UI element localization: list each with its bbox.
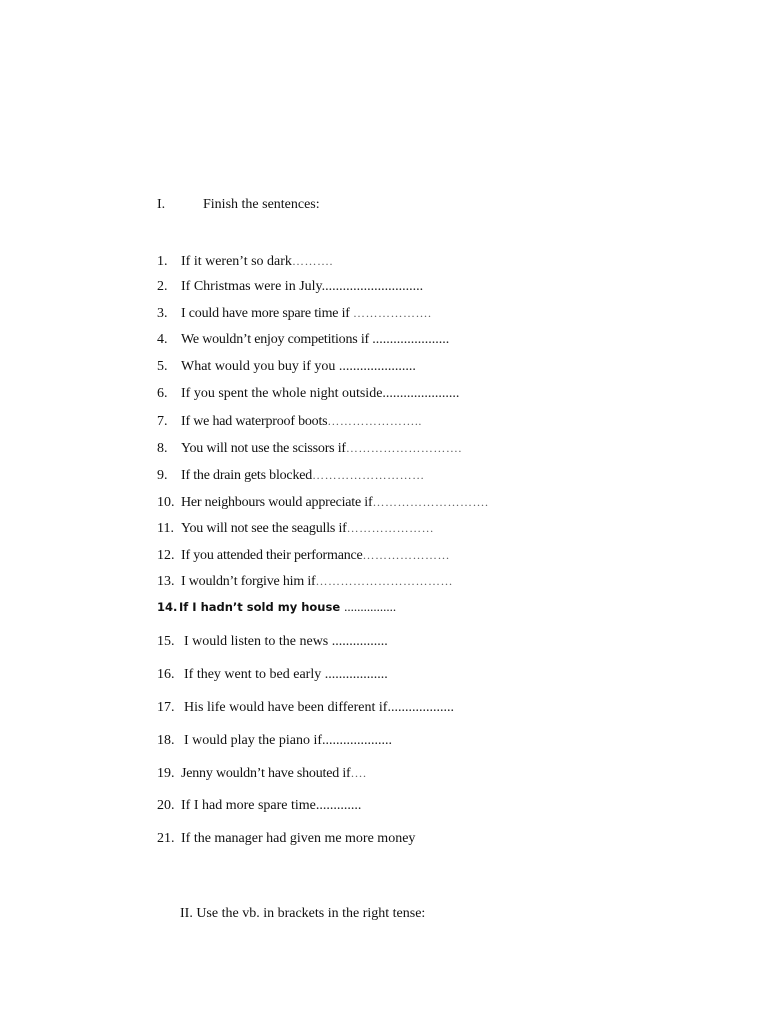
item-text: His life would have been different if <box>184 700 388 715</box>
list-item <box>157 385 459 403</box>
item-blank: ............................. <box>321 279 424 294</box>
item-blank: ...................... <box>338 359 416 374</box>
item-number: 17. <box>157 700 175 715</box>
item-number: 15. <box>157 634 175 649</box>
item-text: If we had waterproof boots <box>181 414 328 429</box>
list-item <box>157 519 434 538</box>
item-number: 12. <box>157 548 175 563</box>
list-item <box>157 732 392 750</box>
list-item <box>157 797 361 815</box>
item-number: 14. <box>157 600 178 614</box>
item-number: 7. <box>157 414 168 429</box>
item-blank: …………………………… <box>315 574 453 588</box>
item-number: 10. <box>157 495 175 510</box>
item-blank: …. <box>350 766 367 780</box>
item-blank: ………………… <box>362 548 451 562</box>
item-blank: ................ <box>331 634 388 649</box>
section-1-heading <box>157 197 320 213</box>
item-blank: ………………. <box>353 306 432 320</box>
item-blank: ...................... <box>372 332 450 347</box>
item-number: 21. <box>157 831 175 846</box>
list-item <box>157 546 450 565</box>
list-item <box>157 331 449 349</box>
item-number: 1. <box>157 254 168 269</box>
item-number: 20. <box>157 798 175 813</box>
item-number: 2. <box>157 279 168 294</box>
item-blank: ................ <box>344 599 397 614</box>
list-item <box>157 412 422 431</box>
item-text: We wouldn’t enjoy competitions if <box>181 332 373 347</box>
item-blank: ...................... <box>382 386 460 401</box>
item-number: 11. <box>157 521 174 536</box>
section-1-title: Finish the sentences: <box>203 197 320 212</box>
item-text: You will not see the seagulls if <box>181 521 347 536</box>
list-item <box>157 466 425 485</box>
item-text: If you attended their performance <box>181 548 363 563</box>
list-item <box>157 252 333 271</box>
list-item <box>157 699 454 717</box>
list-item <box>157 764 367 783</box>
item-number: 13. <box>157 574 175 589</box>
item-blank: ………………….. <box>327 414 422 428</box>
list-item <box>157 278 423 296</box>
item-number: 5. <box>157 359 168 374</box>
item-text: If they went to bed early <box>184 667 325 682</box>
item-text: If I had more spare time <box>181 798 316 813</box>
item-blank: .................... <box>322 733 393 748</box>
item-text: If Christmas were in July <box>181 279 322 294</box>
section-2-heading: II. Use the vb. in brackets in the right tense: <box>180 906 426 921</box>
item-text: If you spent the whole night outside <box>181 386 383 401</box>
item-text: I would play the piano if <box>184 733 323 748</box>
item-text: If I hadn’t sold my house <box>179 600 345 614</box>
item-blank: .................. <box>324 667 388 682</box>
item-text: If the drain gets blocked <box>181 468 313 483</box>
item-text: You will not use the scissors if <box>181 441 346 456</box>
list-item <box>157 633 388 651</box>
item-number: 9. <box>157 468 168 483</box>
item-number: 6. <box>157 386 168 401</box>
list-item <box>157 439 462 458</box>
list-item <box>157 572 453 591</box>
item-number: 4. <box>157 332 168 347</box>
item-text: Jenny wouldn’t have shouted if <box>181 766 351 781</box>
item-number: 16. <box>157 667 175 682</box>
list-item <box>157 358 416 376</box>
list-item <box>157 493 488 512</box>
item-text: I would listen to the news <box>184 634 332 649</box>
item-text: What would you buy if you <box>181 359 339 374</box>
item-text: I could have more spare time if <box>181 306 354 321</box>
item-blank: ............. <box>315 798 362 813</box>
item-blank: ……………………… <box>312 468 425 482</box>
list-item <box>157 598 396 616</box>
item-text: If it weren’t so dark <box>181 254 292 269</box>
item-blank: ………………… <box>346 521 435 535</box>
item-blank: ………………………. <box>372 495 489 509</box>
item-blank: ………. <box>291 254 333 268</box>
item-number: 8. <box>157 441 168 456</box>
item-number: 19. <box>157 766 175 781</box>
item-number: 3. <box>157 306 168 321</box>
section-1-number: I. <box>157 197 166 212</box>
item-text: I wouldn’t forgive him if <box>181 574 316 589</box>
list-item <box>157 830 415 848</box>
item-number: 18. <box>157 733 175 748</box>
item-text: If the manager had given me more money <box>181 831 416 846</box>
item-blank: ………………………. <box>345 441 462 455</box>
item-text: Her neighbours would appreciate if <box>181 495 373 510</box>
list-item <box>157 304 432 323</box>
item-blank: ................... <box>387 700 454 715</box>
list-item <box>157 666 388 684</box>
